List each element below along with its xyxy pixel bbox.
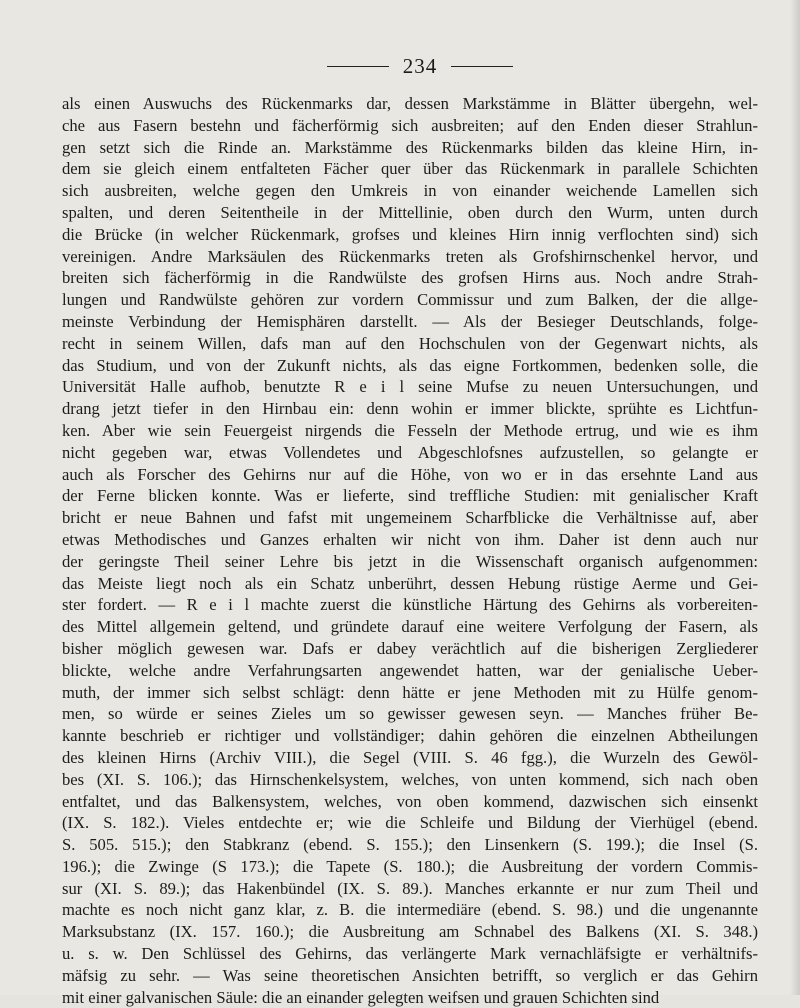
text-line: recht in seinem Willen, dafs man auf den Hochschulen von der Gegenwart nichts, als [62, 333, 758, 353]
text-line: machte es noch nicht ganz klar, z. B. die intermediäre (ebend. S. 98.) und die ungenannte [62, 900, 758, 920]
page-header [82, 54, 758, 79]
text-line: S. 505. 515.); den Stabkranz (ebend. S. 155.); den Linsenkern (S. 199.); die Insel (S. [62, 835, 758, 855]
text-line: als einen Auswuchs des Rückenmarks dar, dessen Markstämme in Blätter übergehn, wel- [62, 94, 758, 113]
text-line: des kleinen Hirns (Archiv VIII.), die Segel (VIII. S. 46 fgg.), die Wurzeln des Gewöl- [62, 747, 758, 767]
text-line: bricht er neue Bahnen und fafst mit ungemeinem Scharfblicke die Verhältnisse auf, aber [62, 508, 758, 528]
text-line: der Ferne blicken konnte. Was er lieferte, sind treffliche Studien: mit genialischer Kraft [62, 486, 758, 506]
page-edge-shadow [790, 0, 800, 995]
text-line: die Brücke (in welcher Rückenmark, grofses und kleines Hirn innig verflochten sind) sich [62, 224, 758, 244]
text-line: vereinigen. Andre Marksäulen des Rückenmarks treten als Grofshirnschenkel hervor, und [62, 246, 758, 266]
text-line: das Meiste liegt noch als ein Schatz unberührt, dessen Hebung rüstige Aerme und Gei- [62, 573, 758, 593]
text-line: auch als Forscher des Gehirns nur auf die Höhe, von wo er in das ersehnte Land aus [62, 464, 758, 484]
text-line: etwas Methodisches und Ganzes erhalten wir nicht von ihm. Daher ist denn auch nur [62, 529, 758, 549]
text-line: u. s. w. Den Schlüssel des Gehirns, das verlängerte Mark vernachläfsigte er verhältnifs- [62, 944, 758, 964]
text-line: entfaltet, und das Balkensystem, welches, von oben kommend, dazwischen sich einsenkt [62, 791, 758, 811]
text-line: (IX. S. 182.). Vieles entdechte er; wie die Schleife und Bildung der Vierhügel (ebend. [62, 813, 758, 833]
text-line: Marksubstanz (IX. 157. 160.); die Ausbreitung am Schnabel des Balkens (XI. S. 348.) [62, 922, 758, 942]
text-line: men, so würde er seines Zieles um so gewisser gewesen seyn. — Manches früher Be- [62, 704, 758, 724]
body-text [62, 93, 758, 1008]
text-line: der geringste Theil seiner Lehre bis jetzt in die Wissenschaft organisch aufgenommen: [62, 551, 758, 571]
text-line: spalten, und deren Seitentheile in der Mittellinie, oben durch den Wurm, unten durch [62, 202, 758, 222]
text-line: breiten sich fächerförmig in die Randwülste des grofsen Hirns aus. Noch andre Strah- [62, 268, 758, 288]
text-line: ster fordert. — R e i l machte zuerst die künstliche Härtung des Gehirns als vorbereiten- [62, 595, 758, 615]
header-rule-right [451, 66, 513, 67]
text-line: meinste Verbindung der Hemisphären darstellt. — Als der Besieger Deutschlands, folge- [62, 311, 758, 331]
text-line: 196.); die Zwinge (S 173.); die Tapete (S. 180.); die Ausbreitung der vordern Commis- [62, 856, 758, 876]
page-number: 234 [402, 54, 438, 78]
text-line: nicht gegeben war, etwas Vollendetes und Abgeschlofsnes aufzustellen, so gelangte er [62, 442, 758, 462]
text-line: blickte, welche andre Verfahrungsarten angewendet hatten, war der genialische Ueber- [62, 660, 758, 680]
text-line: das Studium, und von der Zukunft nichts, als das eigne Fortkommen, bedenken solle, die [62, 355, 758, 375]
text-line: kannte beschrieb er richtiger und vollständiger; dahin gehören die einzelnen Abtheilungen [62, 726, 758, 746]
text-line: che aus Fasern bestehn und fächerförmig sich ausbreiten; auf den Enden dieser Strahlun- [62, 115, 758, 135]
text-line: sich ausbreiten, welche gegen den Umkreis in von einander weichende Lamellen sich [62, 181, 758, 201]
text-line: gen setzt sich die Rinde an. Markstämme des Rückenmarks bilden das kleine Hirn, in- [62, 137, 758, 157]
text-line: mit einer galvanischen Säule: die an einander gelegten weifsen und grauen Schichten sind [62, 987, 660, 1007]
text-line: dem sie gleich einem entfalteten Fächer quer über das Rückenmark in parallele Schichten [62, 159, 758, 179]
text-line: drang jetzt tiefer in den Hirnbau ein: denn wohin er immer blickte, sprühte es Lichtfun- [62, 399, 758, 419]
text-line: des Mittel allgemein geltend, und gründete darauf eine weitere Verfolgung der Fasern, als [62, 617, 758, 637]
header-rule-left [327, 66, 389, 67]
text-line: bes (XI. S. 106.); das Hirnschenkelsystem, welches, von unten kommend, sich nach oben [62, 769, 758, 789]
text-line: lungen und Randwülste gehören zur vordern Commissur und zum Balken, der die allge- [62, 290, 758, 310]
text-line: muth, der immer sich selbst schlägt: denn hätte er jene Methoden mit zu Hülfe genom- [62, 682, 758, 702]
text-line: bisher möglich gewesen war. Dafs er dabey verächtlich auf die bisherigen Zergliederer [62, 638, 758, 658]
text-line: sur (XI. S. 89.); das Hakenbündel (IX. S. 89.). Manches erkannte er nur zum Theil und [62, 878, 758, 898]
text-line: ken. Aber wie sein Feuergeist nirgends die Fesseln der Methode ertrug, und wie es ihm [62, 420, 758, 440]
text-line: Universität Halle aufhob, benutzte R e i l seine Mufse zu neuen Untersuchungen, und [62, 377, 758, 397]
text-line: mäfsig zu sehr. — Was seine theoretischen Ansichten betrifft, so verglich er das Gehirn [62, 965, 758, 985]
